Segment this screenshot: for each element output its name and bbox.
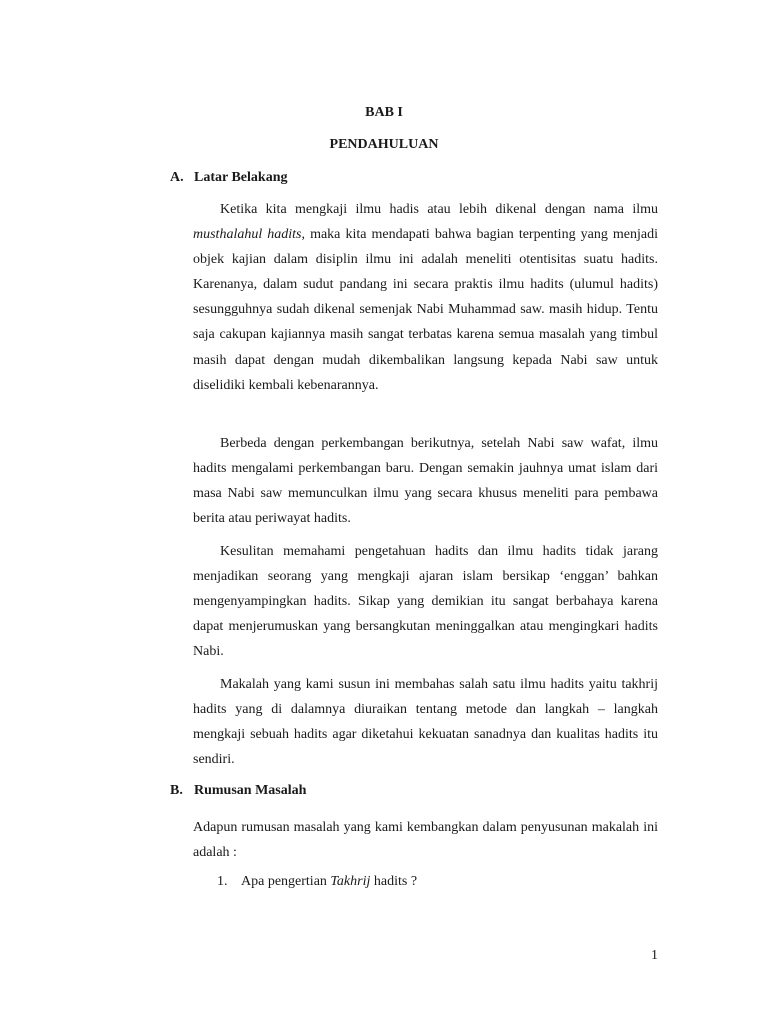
paragraph-1-part2: , maka kita mendapati bahwa bagian terpenting yang menjadi objek kajian dalam disiplin ilmu ini adalah meneliti otentisitas suatu hadits. Karenanya, dalam sudut pandang ini secara praktis ilmu hadits (ulumul hadits) sesungguhnya sudah dikenal semenjak Nabi Muhammad saw. masih hidup. Tentu saja cakupan kajiannya masih sangat terbatas karena semua masalah yang timbul masih dapat dengan mudah dikembalikan langsung kepada Nabi saw untuk diselidiki kembali kebenarannya. — [193, 227, 658, 393]
chapter-title: PENDAHULUAN — [329, 137, 439, 152]
list-item-pre: Apa pengertian — [241, 874, 331, 889]
section-a-heading — [170, 170, 287, 186]
section-b-number: B. — [170, 783, 183, 798]
section-a-number: A. — [170, 170, 184, 185]
paragraph-1-italic-term: musthalahul hadits — [193, 227, 302, 243]
section-b-heading — [170, 783, 306, 799]
section-a-title: Latar Belakang — [194, 170, 288, 185]
paragraph-2: Berbeda dengan perkembangan berikutnya, setelah Nabi saw wafat, ilmu hadits mengalami perkembangan baru. Dengan semakin jauhnya umat islam dari masa Nabi saw memunculkan ilmu yang secara khusus meneliti para pembawa berita atau periwayat hadits. — [193, 436, 658, 527]
list-item — [217, 874, 417, 890]
chapter-label: BAB I — [365, 105, 403, 120]
paragraph-5: Adapun rumusan masalah yang kami kembangkan dalam penyusunan makalah ini adalah : — [193, 820, 658, 861]
list-item-number: 1. — [217, 874, 228, 889]
paragraph-1 — [193, 197, 658, 398]
paragraph-1-part1: Ketika kita mengkaji ilmu hadis atau lebih dikenal dengan nama ilmu — [220, 202, 658, 217]
section-b-title: Rumusan Masalah — [194, 783, 307, 798]
list-item-post: hadits ? — [370, 874, 418, 889]
list-item-italic-term: Takhrij — [330, 874, 371, 889]
paragraph-4: Makalah yang kami susun ini membahas salah satu ilmu hadits yaitu takhrij hadits yang di dalamnya diuraikan tentang metode dan langkah – langkah mengkaji sebuah hadits agar diketahui kekuatan sanadnya dan kualitas hadits itu sendiri. — [193, 677, 658, 768]
paragraph-3: Kesulitan memahami pengetahuan hadits dan ilmu hadits tidak jarang menjadikan seorang yang mengkaji ajaran islam bersikap ‘enggan’ bahkan mengenyampingkan hadits. Sikap yang demikian itu sangat berbahaya karena dapat menjerumuskan yang bersangkutan meninggalkan atau mengingkari hadits Nabi. — [193, 544, 658, 660]
page-number: 1 — [651, 948, 658, 963]
